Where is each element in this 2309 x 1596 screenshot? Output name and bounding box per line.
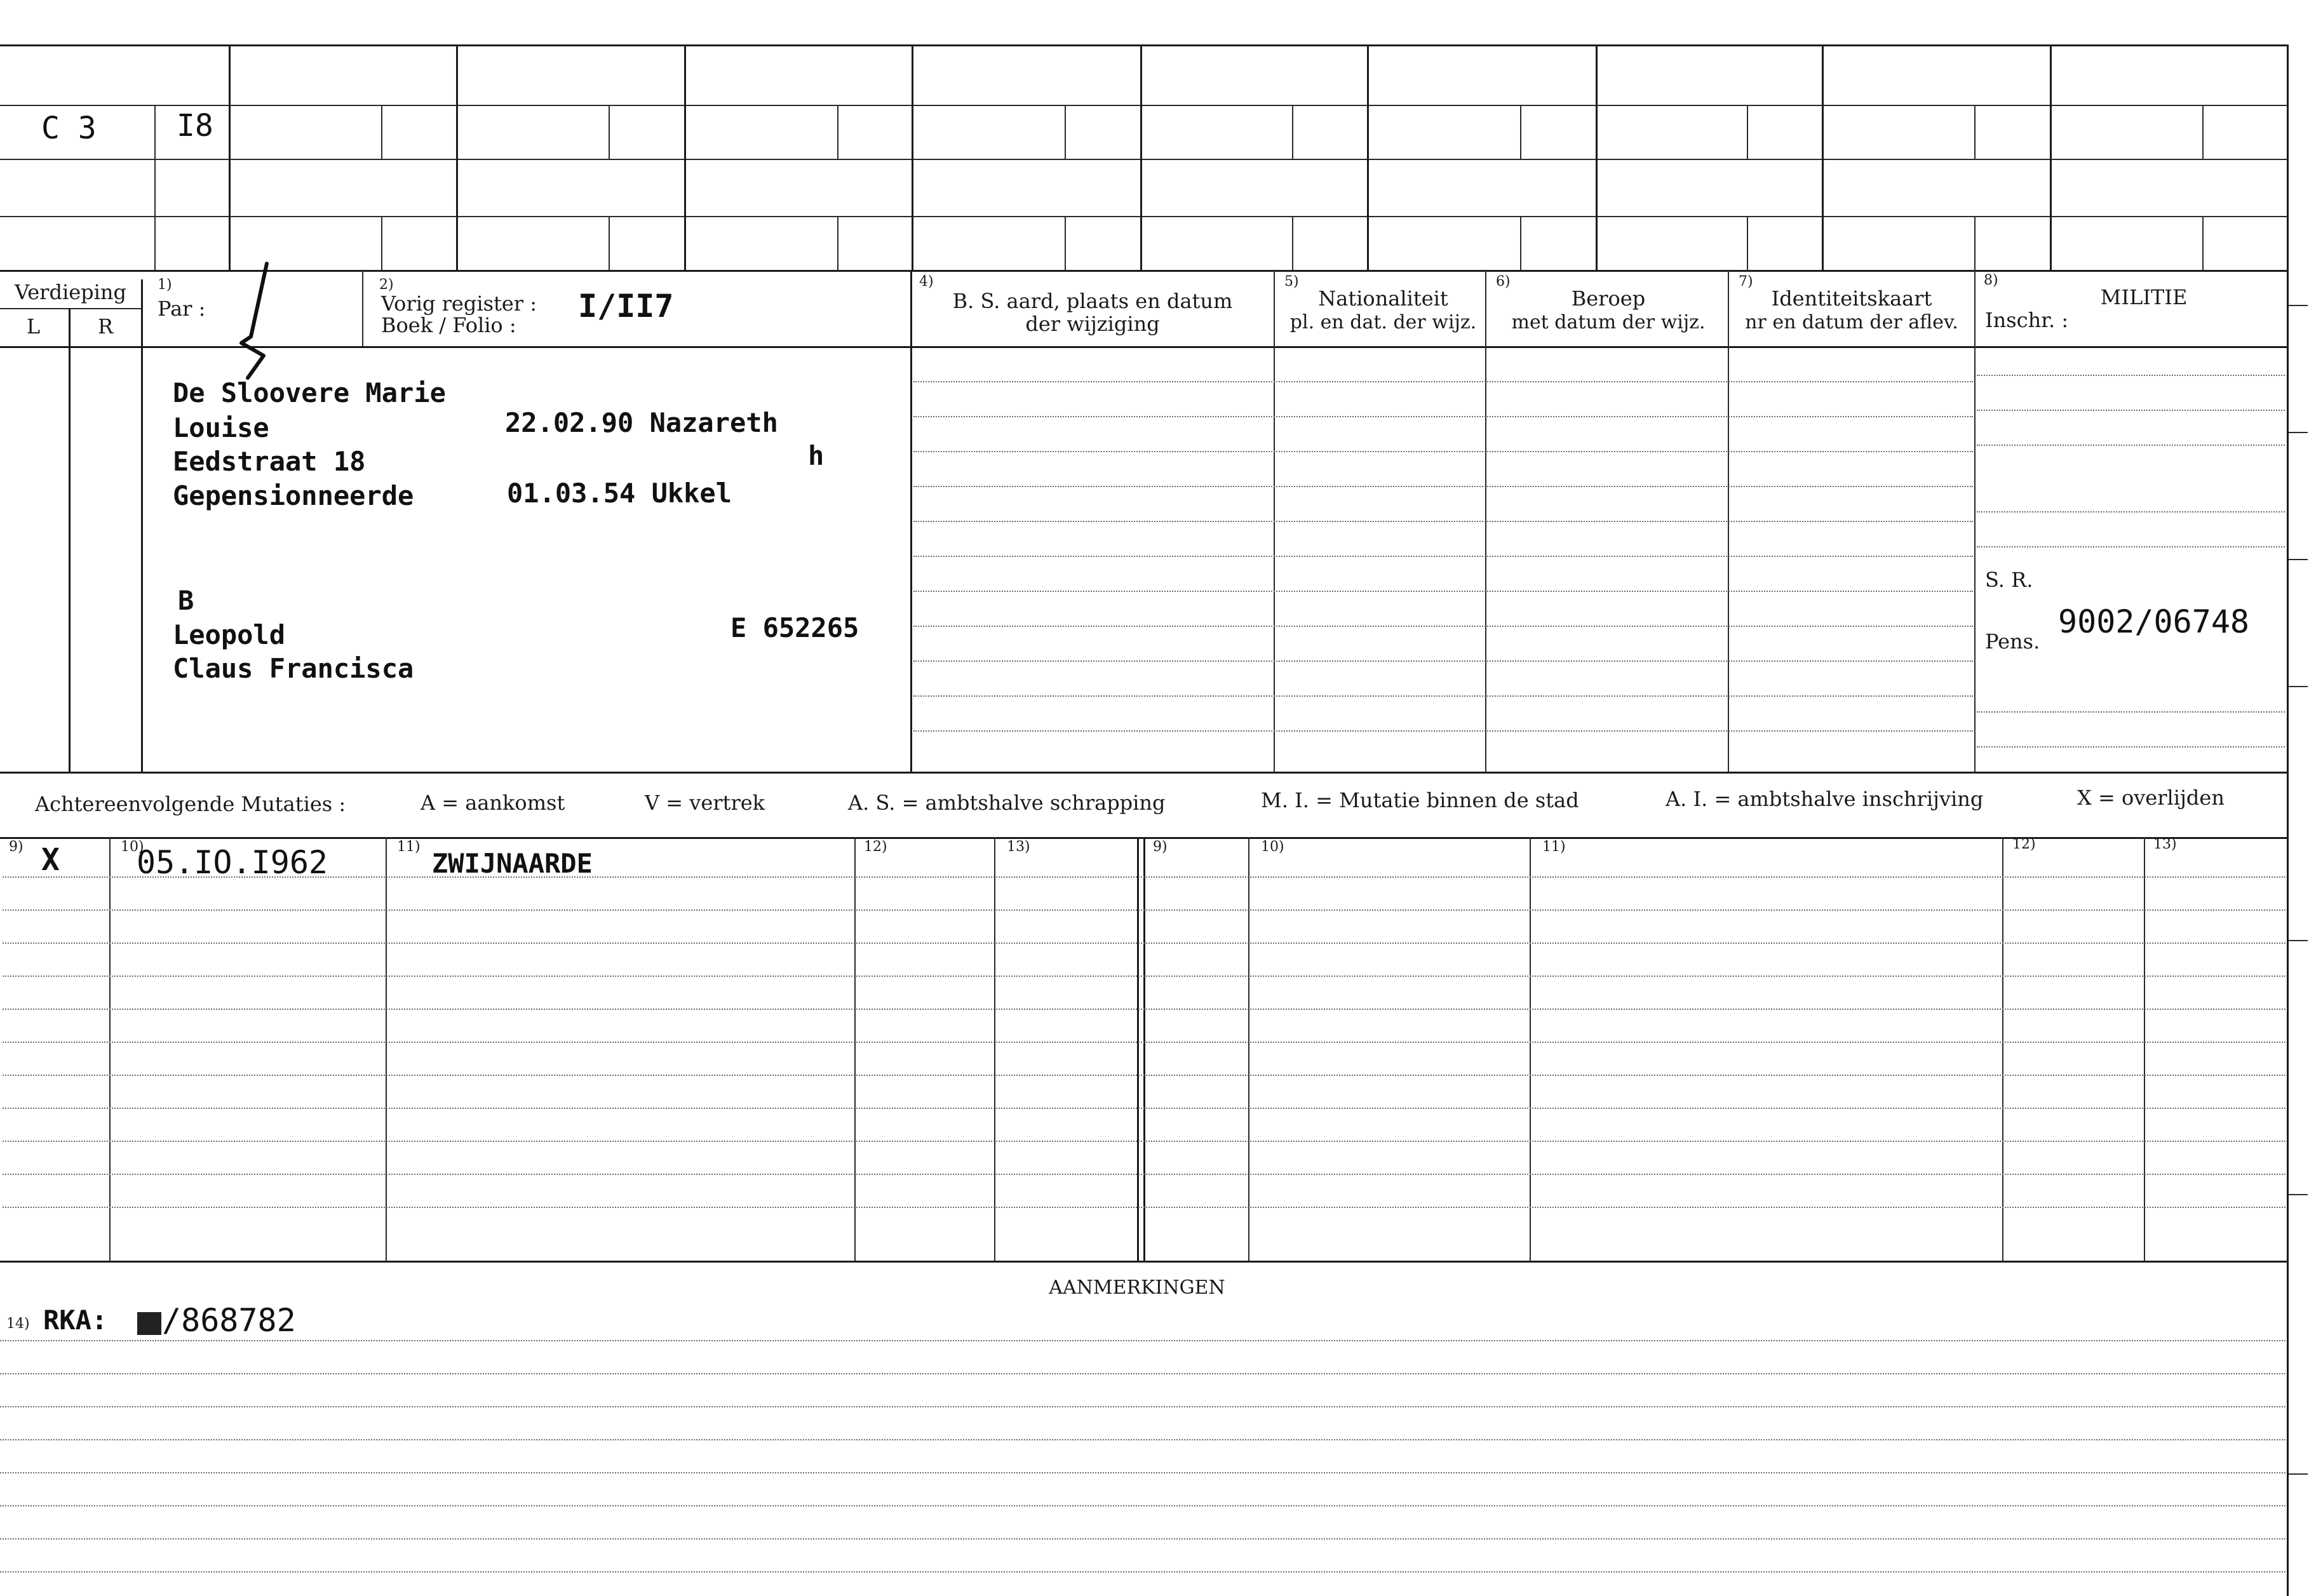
beroep-line-1: Beroep: [1571, 286, 1646, 311]
remarks-line: [0, 1571, 2285, 1573]
ruled-line: [913, 730, 1973, 732]
person-name-line-1: De Sloovere Marie: [173, 377, 446, 408]
top-grid-col: [1596, 44, 1598, 270]
militie-line: [1977, 746, 2285, 748]
militie-line: [1977, 410, 2285, 411]
mutations-title: Achtereenvolgende Mutaties :: [35, 792, 346, 816]
mut-col-num: 11): [1542, 839, 1566, 855]
edge-tick: [2289, 559, 2308, 560]
ruled-line: [913, 381, 1973, 382]
identiteit-line-1: Identiteitskaart: [1771, 286, 1932, 311]
ruled-line: [913, 521, 1973, 522]
top-grid-bottom-line: [0, 270, 2287, 272]
remarks-line: [0, 1340, 2285, 1341]
person-section-bottom: [0, 772, 2287, 774]
bs-line-2: der wijziging: [1025, 312, 1160, 336]
ruled-line: [913, 661, 1973, 662]
top-grid-col: [456, 44, 458, 270]
mut-ruled: [3, 1108, 2285, 1109]
militie-line: [1977, 511, 2285, 513]
ruled-line: [913, 695, 1973, 697]
col-vorig-left: [362, 270, 363, 346]
mutation-a: A = aankomst: [421, 791, 565, 815]
top-grid-subcol: [381, 216, 382, 270]
remarks-line: [0, 1406, 2285, 1407]
top-grid-subcol: [609, 105, 610, 159]
vorig-value: I/II7: [578, 288, 674, 325]
top-grid-row-line: [0, 105, 2287, 106]
person-parent-1: Leopold: [173, 619, 286, 650]
mut-ruled: [3, 876, 2285, 878]
identiteit-num: 7): [1739, 274, 1753, 290]
mut-col-num: 10): [121, 839, 144, 855]
beroep-num: 6): [1496, 274, 1511, 290]
edge-tick: [2289, 305, 2308, 306]
mut-col-num: 11): [397, 839, 421, 855]
remarks-line: [0, 1538, 2285, 1539]
remarks-num: 14): [6, 1316, 30, 1332]
mutation-entry-type: X: [41, 842, 60, 878]
top-grid-col: [912, 44, 913, 270]
top-grid-col: [1140, 44, 1142, 270]
mut-col: [994, 837, 995, 1261]
header-bottom-line: [0, 346, 2287, 348]
mut-col: [1530, 837, 1531, 1261]
person-date-2: 01.03.54 Ukkel: [507, 478, 732, 509]
top-grid-col: [684, 44, 686, 270]
ruled-line: [913, 451, 1973, 452]
person-birth: 22.02.90 Nazareth: [505, 407, 778, 438]
remarks-line: [0, 1439, 2285, 1440]
top-grid-subcol: [2202, 105, 2204, 159]
top-grid-subcol: [1747, 105, 1748, 159]
mutation-entry-place: ZWIJNAARDE: [432, 848, 593, 879]
top-grid-col: [229, 44, 231, 270]
mut-ruled: [3, 1042, 2285, 1043]
mut-col-num: 10): [1261, 839, 1284, 855]
verdieping-l: L: [26, 314, 41, 339]
vorig-label-2: Boek / Folio :: [381, 313, 516, 337]
vorig-label-1: Vorig register :: [381, 292, 537, 316]
top-grid-col: [154, 105, 156, 270]
par-handwritten-mark: [229, 260, 286, 381]
col-verdieping-split: [69, 308, 71, 772]
top-grid-row-line: [0, 159, 2287, 160]
top-grid-subcol: [1065, 216, 1066, 270]
militie-line: [1977, 546, 2285, 547]
mut-col: [386, 837, 387, 1261]
mut-col-num: 9): [9, 839, 24, 855]
bs-line-1: B. S. aard, plaats en datum: [952, 289, 1233, 313]
top-grid-subcol: [1292, 216, 1293, 270]
remarks-rka-label: RKA:: [43, 1304, 108, 1336]
person-mark: h: [808, 440, 825, 471]
person-address: Eedstraat 18: [173, 446, 366, 477]
militie-title: MILITIE: [2100, 285, 2188, 309]
mutation-mi: M. I. = Mutatie binnen de stad: [1261, 788, 1579, 812]
code-1: C 3: [41, 111, 97, 146]
person-parent-2: Claus Francisca: [173, 653, 414, 684]
top-grid-subcol: [1065, 105, 1066, 159]
verdieping-divider: [0, 308, 141, 309]
nationaliteit-num: 5): [1284, 274, 1299, 290]
ruled-line: [913, 486, 1973, 487]
par-num: 1): [158, 277, 172, 293]
mutation-entry-date: 05.IO.I962: [137, 844, 328, 881]
militie-pens-value: 9002/06748: [2058, 603, 2250, 640]
mut-ruled: [3, 1174, 2285, 1175]
top-grid-subcol: [1747, 216, 1748, 270]
mut-col-double-1: [1137, 837, 1139, 1261]
code-2: I8: [177, 108, 213, 144]
top-grid-subcol: [381, 105, 382, 159]
militie-line: [1977, 445, 2285, 446]
top-grid-subcol: [1974, 216, 1976, 270]
col-militie: [1974, 270, 1976, 772]
mutation-x: X = overlijden: [2077, 786, 2225, 810]
edge-tick: [2289, 1473, 2308, 1475]
mutation-table-bottom: [0, 1261, 2287, 1263]
verdieping-title: Verdieping: [15, 280, 126, 304]
mut-col-num: 9): [1153, 839, 1168, 855]
mut-ruled: [3, 1075, 2285, 1076]
ruled-line: [913, 556, 1973, 557]
remarks-rka-value: /868782: [162, 1302, 296, 1339]
mutation-as: A. S. = ambtshalve schrapping: [848, 791, 1166, 815]
militie-inschr: Inschr. :: [1985, 308, 2069, 332]
mut-col: [1248, 837, 1249, 1261]
nationaliteit-line-1: Nationaliteit: [1318, 286, 1448, 311]
top-grid-subcol: [837, 105, 838, 159]
ruled-line: [913, 626, 1973, 627]
mut-col-num: 13): [2153, 836, 2177, 852]
person-b: B: [178, 585, 194, 616]
mut-ruled: [3, 1009, 2285, 1010]
mut-col: [854, 837, 856, 1261]
top-grid-subcol: [837, 216, 838, 270]
top-border: [0, 44, 2287, 46]
militie-sr: S. R.: [1985, 568, 2033, 592]
militie-num: 8): [1984, 272, 1998, 288]
top-grid-subcol: [1520, 105, 1521, 159]
mut-ruled: [3, 1207, 2285, 1208]
bs-num: 4): [919, 274, 934, 290]
mut-ruled: [3, 976, 2285, 977]
beroep-line-2: met datum der wijz.: [1511, 311, 1706, 333]
top-grid-col: [1367, 44, 1369, 270]
edge-tick: [2289, 686, 2308, 687]
militie-line: [1977, 711, 2285, 713]
militie-pens: Pens.: [1985, 629, 2040, 654]
remarks-line: [0, 1373, 2285, 1374]
person-id: E 652265: [730, 612, 859, 643]
remarks-stamp-mark: [135, 1310, 165, 1338]
mut-ruled: [3, 909, 2285, 911]
top-grid-col: [2050, 44, 2052, 270]
remarks-line: [0, 1505, 2285, 1506]
mutation-ai: A. I. = ambtshalve inschrijving: [1666, 787, 1984, 811]
top-grid-subcol: [1520, 216, 1521, 270]
top-grid-row-line: [0, 216, 2287, 217]
mut-ruled: [3, 942, 2285, 944]
top-grid-subcol: [1292, 105, 1293, 159]
mut-col-num: 12): [864, 839, 887, 855]
mut-col: [2144, 837, 2145, 1261]
top-grid-col: [1822, 44, 1824, 270]
mut-ruled: [3, 1141, 2285, 1142]
person-profession: Gepensionneerde: [173, 480, 414, 511]
identiteit-line-2: nr en datum der aflev.: [1745, 311, 1958, 333]
edge-tick: [2289, 1194, 2308, 1195]
remarks-line: [0, 1472, 2285, 1473]
ruled-line: [913, 591, 1973, 592]
verdieping-r: R: [97, 314, 114, 339]
mutation-v: V = vertrek: [645, 791, 765, 815]
remarks-title: AANMERKINGEN: [1049, 1277, 1225, 1299]
nationaliteit-line-2: pl. en dat. der wijz.: [1289, 311, 1477, 333]
top-grid-subcol: [1974, 105, 1976, 159]
ruled-line: [913, 416, 1973, 417]
edge-tick: [2289, 940, 2308, 941]
mut-col-num: 13): [1007, 839, 1030, 855]
top-grid-subcol: [2202, 216, 2204, 270]
mut-col-double-2: [1143, 837, 1145, 1261]
par-label: Par :: [158, 297, 206, 321]
col-verdieping-right: [141, 279, 143, 772]
top-grid-subcol: [609, 216, 610, 270]
col-person-right: [910, 270, 912, 772]
vorig-num: 2): [379, 277, 394, 293]
mut-col: [2002, 837, 2003, 1261]
person-name-line-2: Louise: [173, 412, 269, 443]
edge-tick: [2289, 432, 2308, 433]
militie-line: [1977, 375, 2285, 376]
mut-col-num: 12): [2012, 836, 2036, 852]
right-border: [2287, 44, 2289, 1596]
mut-col: [109, 837, 111, 1261]
